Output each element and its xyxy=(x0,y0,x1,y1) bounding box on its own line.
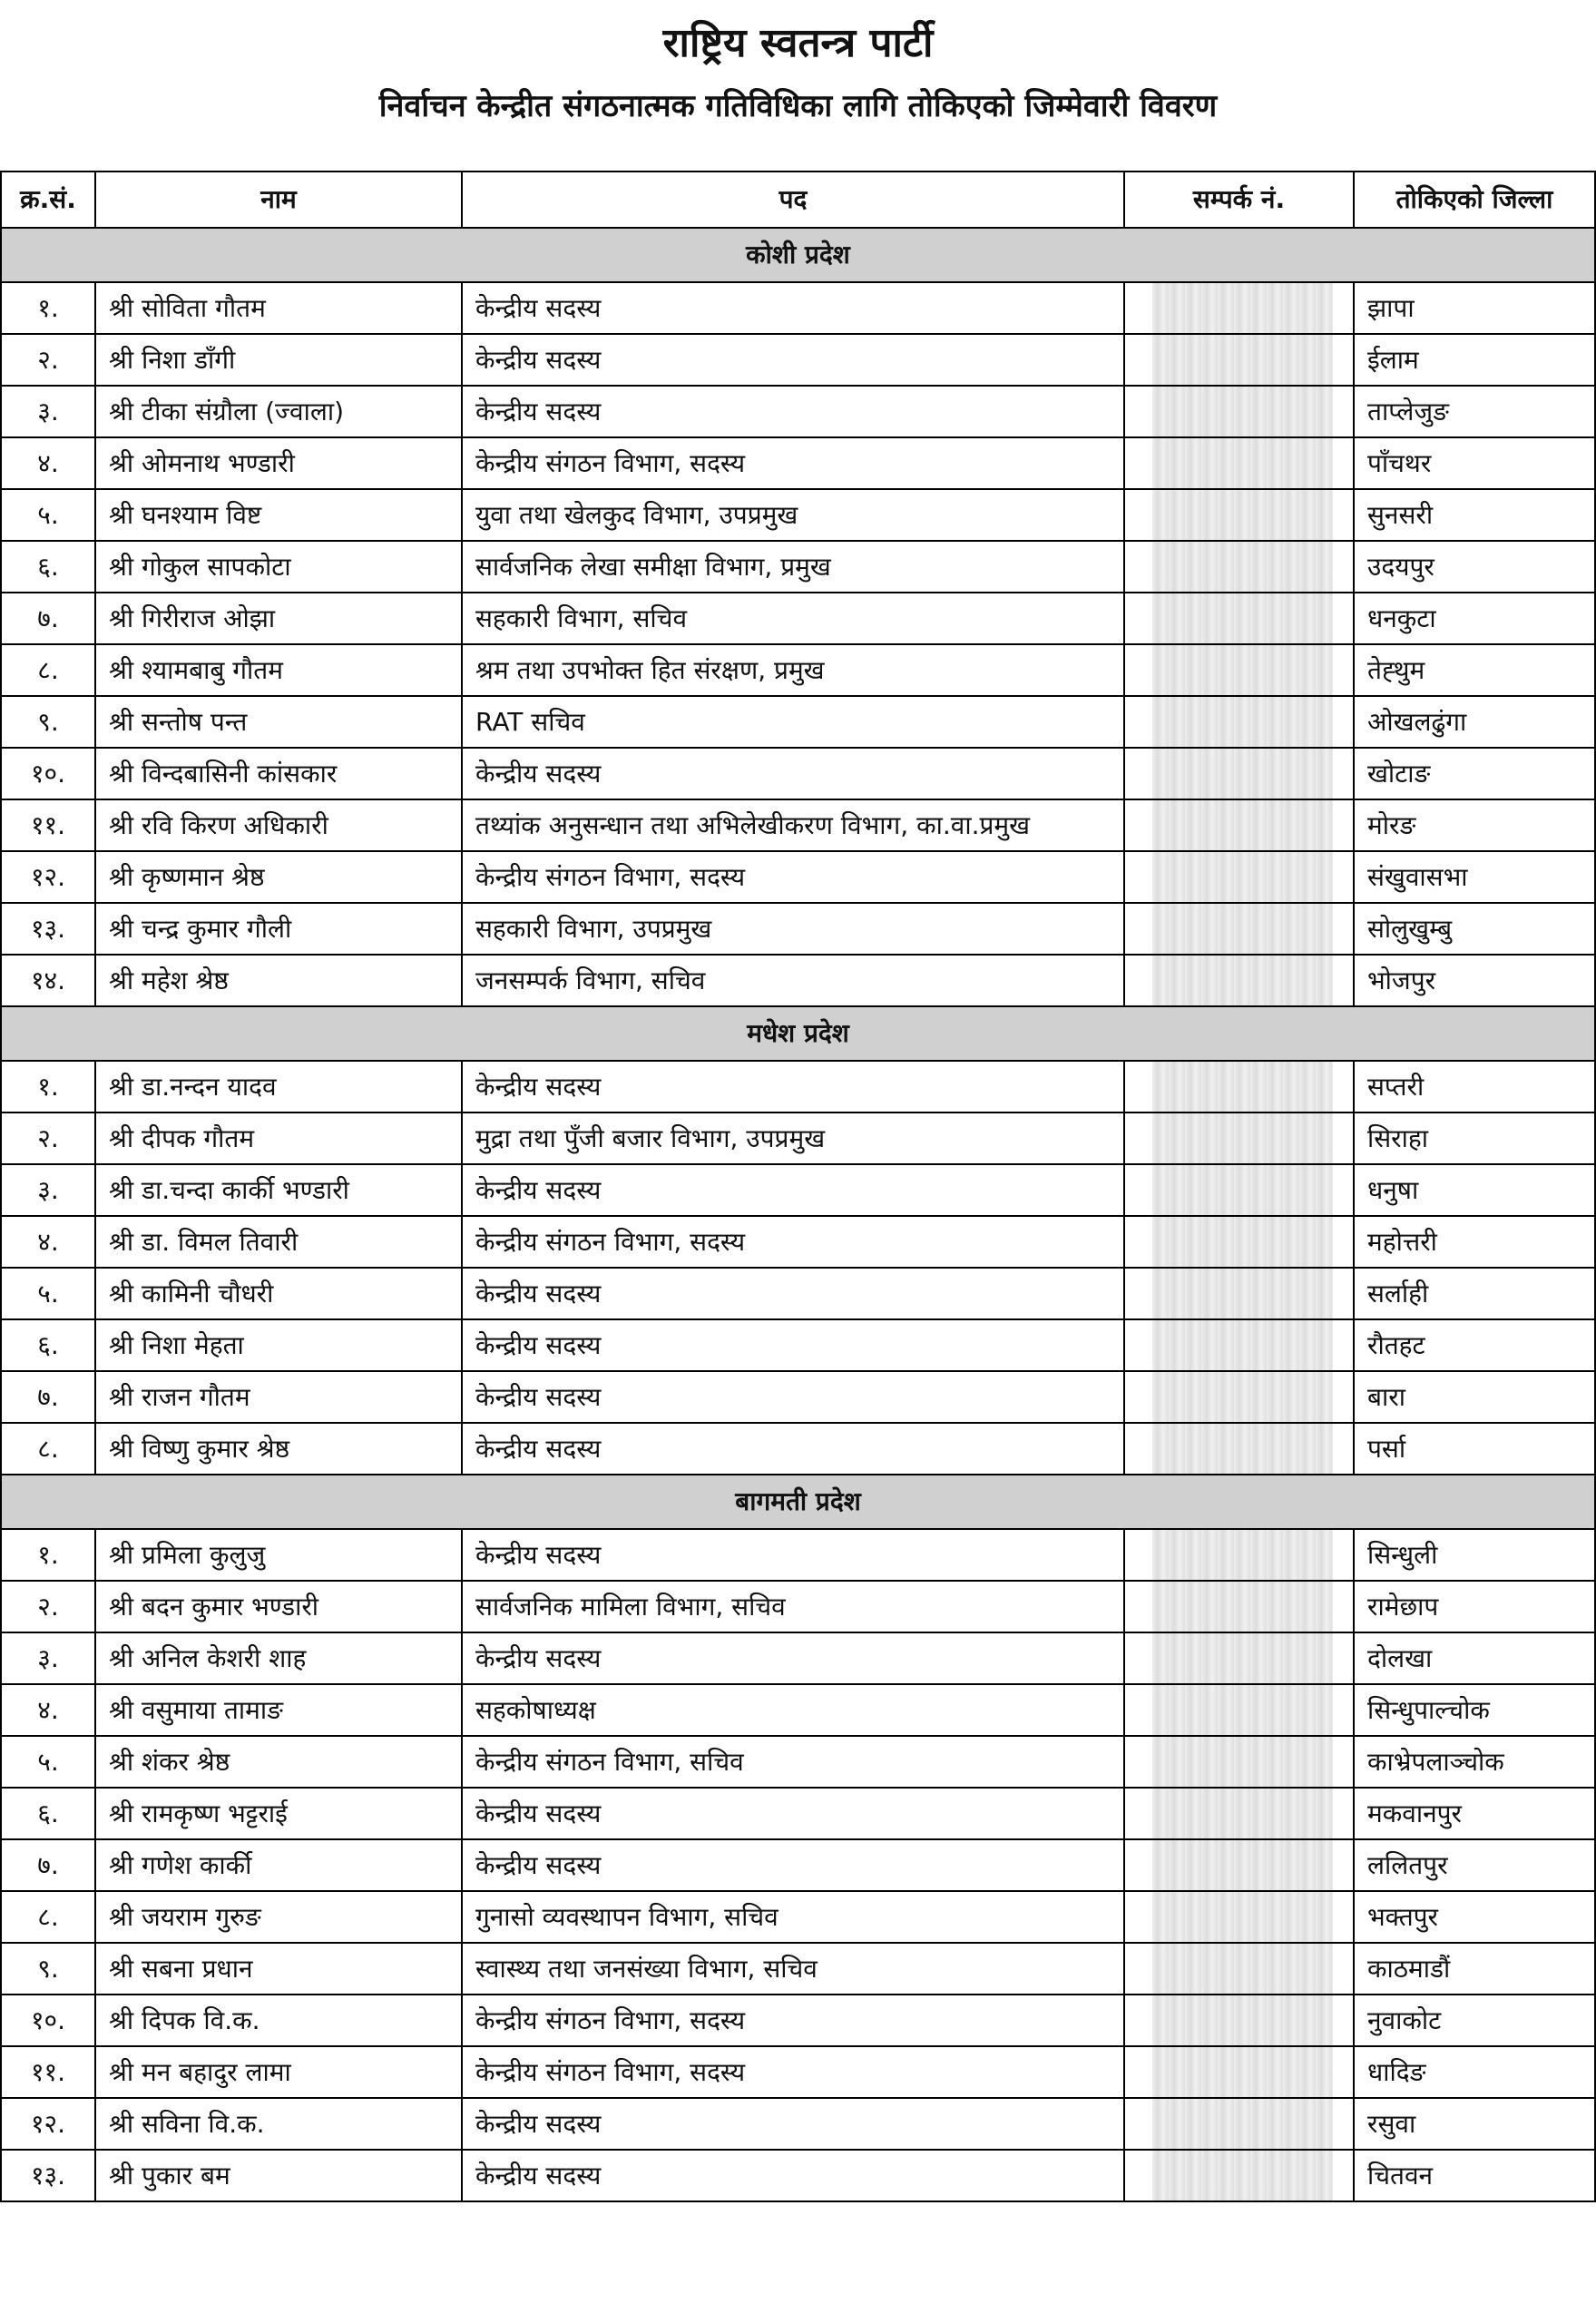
contact-cell xyxy=(1124,903,1354,955)
contact-cell xyxy=(1124,696,1354,748)
district-cell: काठमाडौं xyxy=(1354,1943,1595,1995)
table-row xyxy=(1,1061,1595,1112)
position-cell: सार्वजनिक लेखा समीक्षा विभाग, प्रमुख xyxy=(462,541,1124,593)
sn-cell: ६. xyxy=(1,1788,95,1839)
sn-cell: ११. xyxy=(1,2046,95,2098)
position-cell: केन्द्रीय सदस्य xyxy=(462,1371,1124,1423)
contact-cell xyxy=(1124,1891,1354,1943)
district-cell: झापा xyxy=(1354,282,1595,334)
position-cell: केन्द्रीय सदस्य xyxy=(462,2098,1124,2150)
redacted-contact-blur xyxy=(1152,1633,1333,1683)
name-cell: श्री चन्द्र कुमार गौली xyxy=(95,903,462,955)
name-cell: श्री दीपक गौतम xyxy=(95,1112,462,1164)
name-cell: श्री डा.नन्दन यादव xyxy=(95,1061,462,1112)
table-row xyxy=(1,1319,1595,1371)
position-cell: सहकारी विभाग, सचिव xyxy=(462,593,1124,644)
district-cell: ईलाम xyxy=(1354,334,1595,386)
name-cell: श्री जयराम गुरुङ xyxy=(95,1891,462,1943)
sn-cell: ८. xyxy=(1,1891,95,1943)
position-cell: केन्द्रीय संगठन विभाग, सदस्य xyxy=(462,437,1124,489)
position-cell: जनसम्पर्क विभाग, सचिव xyxy=(462,955,1124,1006)
sn-cell: ४. xyxy=(1,437,95,489)
table-row xyxy=(1,1632,1595,1684)
province-name: बागमती प्रदेश xyxy=(1,1475,1595,1529)
position-cell: केन्द्रीय संगठन विभाग, सदस्य xyxy=(462,2046,1124,2098)
sn-cell: १२. xyxy=(1,2098,95,2150)
name-cell: श्री विष्णु कुमार श्रेष्ठ xyxy=(95,1423,462,1475)
province-name: मधेश प्रदेश xyxy=(1,1006,1595,1061)
redacted-contact-blur xyxy=(1152,1892,1333,1942)
name-cell: श्री महेश श्रेष्ठ xyxy=(95,955,462,1006)
position-cell: केन्द्रीय सदस्य xyxy=(462,748,1124,799)
redacted-contact-blur xyxy=(1152,1217,1333,1267)
name-cell: श्री निशा डाँगी xyxy=(95,334,462,386)
sn-cell: ९. xyxy=(1,1943,95,1995)
contact-cell xyxy=(1124,748,1354,799)
district-cell: सिराहा xyxy=(1354,1112,1595,1164)
sn-cell: १. xyxy=(1,282,95,334)
table-row xyxy=(1,1684,1595,1736)
district-cell: सप्तरी xyxy=(1354,1061,1595,1112)
district-cell: चितवन xyxy=(1354,2150,1595,2201)
redacted-contact-blur xyxy=(1152,645,1333,695)
position-cell: श्रम तथा उपभोक्त हित संरक्षण, प्रमुख xyxy=(462,644,1124,696)
contact-cell xyxy=(1124,1268,1354,1319)
sn-cell: १०. xyxy=(1,748,95,799)
position-cell: केन्द्रीय सदस्य xyxy=(462,1164,1124,1216)
name-cell: श्री गणेश कार्की xyxy=(95,1839,462,1891)
contact-cell xyxy=(1124,1995,1354,2046)
sn-cell: १३. xyxy=(1,903,95,955)
redacted-contact-blur xyxy=(1152,2047,1333,2097)
sn-cell: १. xyxy=(1,1061,95,1112)
sn-cell: ११. xyxy=(1,799,95,851)
table-row xyxy=(1,799,1595,851)
column-header-district: तोकिएको जिल्ला xyxy=(1354,172,1595,228)
contact-cell xyxy=(1124,1061,1354,1112)
redacted-contact-blur xyxy=(1152,1789,1333,1838)
district-cell: ललितपुर xyxy=(1354,1839,1595,1891)
district-cell: खोटाङ xyxy=(1354,748,1595,799)
district-cell: रौतहट xyxy=(1354,1319,1595,1371)
table-row xyxy=(1,955,1595,1006)
name-cell: श्री रामकृष्ण भट्टराई xyxy=(95,1788,462,1839)
redacted-contact-blur xyxy=(1152,852,1333,902)
district-cell: सर्लाही xyxy=(1354,1268,1595,1319)
redacted-contact-blur xyxy=(1152,749,1333,799)
contact-cell xyxy=(1124,2046,1354,2098)
redacted-contact-blur xyxy=(1152,335,1333,385)
name-cell: श्री गिरीराज ओझा xyxy=(95,593,462,644)
position-cell: केन्द्रीय सदस्य xyxy=(462,334,1124,386)
table-row xyxy=(1,1529,1595,1581)
redacted-contact-blur xyxy=(1152,387,1333,436)
name-cell: श्री मन बहादुर लामा xyxy=(95,2046,462,2098)
position-cell: मुद्रा तथा पुँजी बजार विभाग, उपप्रमुख xyxy=(462,1112,1124,1164)
sn-cell: ४. xyxy=(1,1216,95,1268)
sn-cell: ६. xyxy=(1,541,95,593)
sn-cell: १३. xyxy=(1,2150,95,2201)
redacted-contact-blur xyxy=(1152,1320,1333,1370)
column-header-contact: सम्पर्क नं. xyxy=(1124,172,1354,228)
redacted-contact-blur xyxy=(1152,1737,1333,1787)
document-title: राष्ट्रिय स्वतन्त्र पार्टी xyxy=(662,20,934,66)
name-cell: श्री सन्तोष पन्त xyxy=(95,696,462,748)
sn-cell: ३. xyxy=(1,1164,95,1216)
district-cell: सोलुखुम्बु xyxy=(1354,903,1595,955)
name-cell: श्री राजन गौतम xyxy=(95,1371,462,1423)
table-row xyxy=(1,1943,1595,1995)
table-header-row xyxy=(1,172,1595,228)
table-row xyxy=(1,2046,1595,2098)
contact-cell xyxy=(1124,541,1354,593)
name-cell: श्री अनिल केशरी शाह xyxy=(95,1632,462,1684)
contact-cell xyxy=(1124,593,1354,644)
name-cell: श्री शंकर श्रेष्ठ xyxy=(95,1736,462,1788)
district-cell: पर्सा xyxy=(1354,1423,1595,1475)
position-cell: केन्द्रीय सदस्य xyxy=(462,1268,1124,1319)
name-cell: श्री डा.चन्दा कार्की भण्डारी xyxy=(95,1164,462,1216)
redacted-contact-blur xyxy=(1152,1165,1333,1215)
sn-cell: १२. xyxy=(1,851,95,903)
contact-cell xyxy=(1124,851,1354,903)
table-row xyxy=(1,1788,1595,1839)
sn-cell: ५. xyxy=(1,1268,95,1319)
responsibility-table xyxy=(0,171,1596,2202)
district-cell: पाँचथर xyxy=(1354,437,1595,489)
district-cell: भोजपुर xyxy=(1354,955,1595,1006)
position-cell: सार्वजनिक मामिला विभाग, सचिव xyxy=(462,1581,1124,1632)
name-cell: श्री डा. विमल तिवारी xyxy=(95,1216,462,1268)
district-cell: रामेछाप xyxy=(1354,1581,1595,1632)
district-cell: नुवाकोट xyxy=(1354,1995,1595,2046)
redacted-contact-blur xyxy=(1152,1995,1333,2045)
table-row xyxy=(1,1839,1595,1891)
sn-cell: ९. xyxy=(1,696,95,748)
province-header-row xyxy=(1,1006,1595,1061)
contact-cell xyxy=(1124,2150,1354,2201)
contact-cell xyxy=(1124,1164,1354,1216)
contact-cell xyxy=(1124,799,1354,851)
name-cell: श्री सबना प्रधान xyxy=(95,1943,462,1995)
name-cell: श्री सोविता गौतम xyxy=(95,282,462,334)
position-cell: केन्द्रीय संगठन विभाग, सदस्य xyxy=(462,1995,1124,2046)
position-cell: केन्द्रीय सदस्य xyxy=(462,1319,1124,1371)
contact-cell xyxy=(1124,955,1354,1006)
table-row xyxy=(1,1371,1595,1423)
district-cell: सुनसरी xyxy=(1354,489,1595,541)
district-cell: तेह्थुम xyxy=(1354,644,1595,696)
position-cell: केन्द्रीय सदस्य xyxy=(462,282,1124,334)
table-row xyxy=(1,489,1595,541)
position-cell: केन्द्रीय सदस्य xyxy=(462,1529,1124,1581)
table-row xyxy=(1,2150,1595,2201)
contact-cell xyxy=(1124,1684,1354,1736)
contact-cell xyxy=(1124,1319,1354,1371)
sn-cell: ३. xyxy=(1,1632,95,1684)
contact-cell xyxy=(1124,1371,1354,1423)
name-cell: श्री बदन कुमार भण्डारी xyxy=(95,1581,462,1632)
sn-cell: २. xyxy=(1,1581,95,1632)
contact-cell xyxy=(1124,437,1354,489)
table-row xyxy=(1,1995,1595,2046)
contact-cell xyxy=(1124,1423,1354,1475)
contact-cell xyxy=(1124,489,1354,541)
position-cell: सहकोषाध्यक्ष xyxy=(462,1684,1124,1736)
sn-cell: ७. xyxy=(1,1839,95,1891)
redacted-contact-blur xyxy=(1152,1113,1333,1163)
position-cell: RAT सचिव xyxy=(462,696,1124,748)
district-cell: धनुषा xyxy=(1354,1164,1595,1216)
redacted-contact-blur xyxy=(1152,1840,1333,1890)
column-header-name: नाम xyxy=(95,172,462,228)
redacted-contact-blur xyxy=(1152,1424,1333,1474)
table-row xyxy=(1,748,1595,799)
contact-cell xyxy=(1124,1216,1354,1268)
table-row xyxy=(1,437,1595,489)
district-cell: मोरङ xyxy=(1354,799,1595,851)
table-row xyxy=(1,1268,1595,1319)
table-row xyxy=(1,1891,1595,1943)
table-row xyxy=(1,1112,1595,1164)
contact-cell xyxy=(1124,386,1354,437)
name-cell: श्री श्यामबाबु गौतम xyxy=(95,644,462,696)
redacted-contact-blur xyxy=(1152,1582,1333,1632)
district-cell: काभ्रेपलाञ्चोक xyxy=(1354,1736,1595,1788)
redacted-contact-blur xyxy=(1152,2151,1333,2200)
name-cell: श्री निशा मेहता xyxy=(95,1319,462,1371)
contact-cell xyxy=(1124,644,1354,696)
name-cell: श्री टीका संग्रौला (ज्वाला) xyxy=(95,386,462,437)
table-row xyxy=(1,541,1595,593)
district-cell: ताप्लेजुङ xyxy=(1354,386,1595,437)
position-cell: स्वास्थ्य तथा जनसंख्या विभाग, सचिव xyxy=(462,1943,1124,1995)
district-cell: संखुवासभा xyxy=(1354,851,1595,903)
district-cell: बारा xyxy=(1354,1371,1595,1423)
sn-cell: ७. xyxy=(1,593,95,644)
position-cell: सहकारी विभाग, उपप्रमुख xyxy=(462,903,1124,955)
position-cell: गुनासो व्यवस्थापन विभाग, सचिव xyxy=(462,1891,1124,1943)
table-row xyxy=(1,1216,1595,1268)
name-cell: श्री पुकार बम xyxy=(95,2150,462,2201)
sn-cell: ३. xyxy=(1,386,95,437)
contact-cell xyxy=(1124,1529,1354,1581)
table-row xyxy=(1,903,1595,955)
district-cell: सिन्धुपाल्चोक xyxy=(1354,1684,1595,1736)
redacted-contact-blur xyxy=(1152,283,1333,333)
table-row xyxy=(1,1164,1595,1216)
contact-cell xyxy=(1124,1581,1354,1632)
district-cell: मकवानपुर xyxy=(1354,1788,1595,1839)
name-cell: श्री कृष्णमान श्रेष्ठ xyxy=(95,851,462,903)
redacted-contact-blur xyxy=(1152,904,1333,954)
sn-cell: ६. xyxy=(1,1319,95,1371)
position-cell: केन्द्रीय सदस्य xyxy=(462,386,1124,437)
name-cell: श्री दिपक वि.क. xyxy=(95,1995,462,2046)
name-cell: श्री गोकुल सापकोटा xyxy=(95,541,462,593)
sn-cell: ४. xyxy=(1,1684,95,1736)
position-cell: केन्द्रीय सदस्य xyxy=(462,1632,1124,1684)
sn-cell: २. xyxy=(1,1112,95,1164)
district-cell: रसुवा xyxy=(1354,2098,1595,2150)
district-cell: महोत्तरी xyxy=(1354,1216,1595,1268)
contact-cell xyxy=(1124,1839,1354,1891)
sn-cell: ८. xyxy=(1,1423,95,1475)
column-header-position: पद xyxy=(462,172,1124,228)
contact-cell xyxy=(1124,334,1354,386)
name-cell: श्री सविना वि.क. xyxy=(95,2098,462,2150)
district-cell: उदयपुर xyxy=(1354,541,1595,593)
position-cell: युवा तथा खेलकुद विभाग, उपप्रमुख xyxy=(462,489,1124,541)
contact-cell xyxy=(1124,1632,1354,1684)
redacted-contact-blur xyxy=(1152,438,1333,488)
name-cell: श्री ओमनाथ भण्डारी xyxy=(95,437,462,489)
table-row xyxy=(1,2098,1595,2150)
table-row xyxy=(1,644,1595,696)
table-row xyxy=(1,593,1595,644)
sn-cell: ५. xyxy=(1,489,95,541)
redacted-contact-blur xyxy=(1152,956,1333,1005)
position-cell: केन्द्रीय सदस्य xyxy=(462,1423,1124,1475)
province-header-row xyxy=(1,1475,1595,1529)
district-cell: भक्तपुर xyxy=(1354,1891,1595,1943)
position-cell: केन्द्रीय सदस्य xyxy=(462,1839,1124,1891)
district-cell: दोलखा xyxy=(1354,1632,1595,1684)
position-cell: केन्द्रीय संगठन विभाग, सदस्य xyxy=(462,851,1124,903)
sn-cell: ८. xyxy=(1,644,95,696)
sn-cell: १४. xyxy=(1,955,95,1006)
table-row xyxy=(1,696,1595,748)
position-cell: केन्द्रीय संगठन विभाग, सदस्य xyxy=(462,1216,1124,1268)
sn-cell: ७. xyxy=(1,1371,95,1423)
redacted-contact-blur xyxy=(1152,593,1333,643)
sn-cell: १०. xyxy=(1,1995,95,2046)
name-cell: श्री विन्दबासिनी कांसकार xyxy=(95,748,462,799)
name-cell: श्री कामिनी चौधरी xyxy=(95,1268,462,1319)
contact-cell xyxy=(1124,1112,1354,1164)
position-cell: केन्द्रीय सदस्य xyxy=(462,2150,1124,2201)
table-row xyxy=(1,851,1595,903)
contact-cell xyxy=(1124,282,1354,334)
contact-cell xyxy=(1124,1736,1354,1788)
table-row xyxy=(1,386,1595,437)
sn-cell: २. xyxy=(1,334,95,386)
column-header-sn: क्र.सं. xyxy=(1,172,95,228)
district-cell: धादिङ xyxy=(1354,2046,1595,2098)
redacted-contact-blur xyxy=(1152,1530,1333,1580)
contact-cell xyxy=(1124,1788,1354,1839)
redacted-contact-blur xyxy=(1152,1269,1333,1318)
redacted-contact-blur xyxy=(1152,1062,1333,1112)
redacted-contact-blur xyxy=(1152,1944,1333,1994)
position-cell: केन्द्रीय संगठन विभाग, सचिव xyxy=(462,1736,1124,1788)
redacted-contact-blur xyxy=(1152,2099,1333,2149)
name-cell: श्री रवि किरण अधिकारी xyxy=(95,799,462,851)
redacted-contact-blur xyxy=(1152,1685,1333,1735)
table-row xyxy=(1,1736,1595,1788)
district-cell: सिन्धुली xyxy=(1354,1529,1595,1581)
district-cell: धनकुटा xyxy=(1354,593,1595,644)
redacted-contact-blur xyxy=(1152,697,1333,747)
redacted-contact-blur xyxy=(1152,490,1333,540)
position-cell: केन्द्रीय सदस्य xyxy=(462,1788,1124,1839)
district-cell: ओखलढुंगा xyxy=(1354,696,1595,748)
province-header-row xyxy=(1,228,1595,282)
document-subtitle: निर्वाचन केन्द्रीत संगठनात्मक गतिविधिका लागि तोकिएको जिम्मेवारी विवरण xyxy=(378,88,1218,124)
sn-cell: ५. xyxy=(1,1736,95,1788)
table-row xyxy=(1,282,1595,334)
contact-cell xyxy=(1124,1943,1354,1995)
redacted-contact-blur xyxy=(1152,1372,1333,1422)
redacted-contact-blur xyxy=(1152,542,1333,592)
redacted-contact-blur xyxy=(1152,800,1333,850)
province-name: कोशी प्रदेश xyxy=(1,228,1595,282)
name-cell: श्री वसुमाया तामाङ xyxy=(95,1684,462,1736)
contact-cell xyxy=(1124,2098,1354,2150)
position-cell: तथ्यांक अनुसन्धान तथा अभिलेखीकरण विभाग, का.वा.प्रमुख xyxy=(462,799,1124,851)
name-cell: श्री प्रमिला कुलुजु xyxy=(95,1529,462,1581)
position-cell: केन्द्रीय सदस्य xyxy=(462,1061,1124,1112)
table-row xyxy=(1,1423,1595,1475)
table-row xyxy=(1,334,1595,386)
name-cell: श्री घनश्याम विष्ट xyxy=(95,489,462,541)
table-row xyxy=(1,1581,1595,1632)
sn-cell: १. xyxy=(1,1529,95,1581)
